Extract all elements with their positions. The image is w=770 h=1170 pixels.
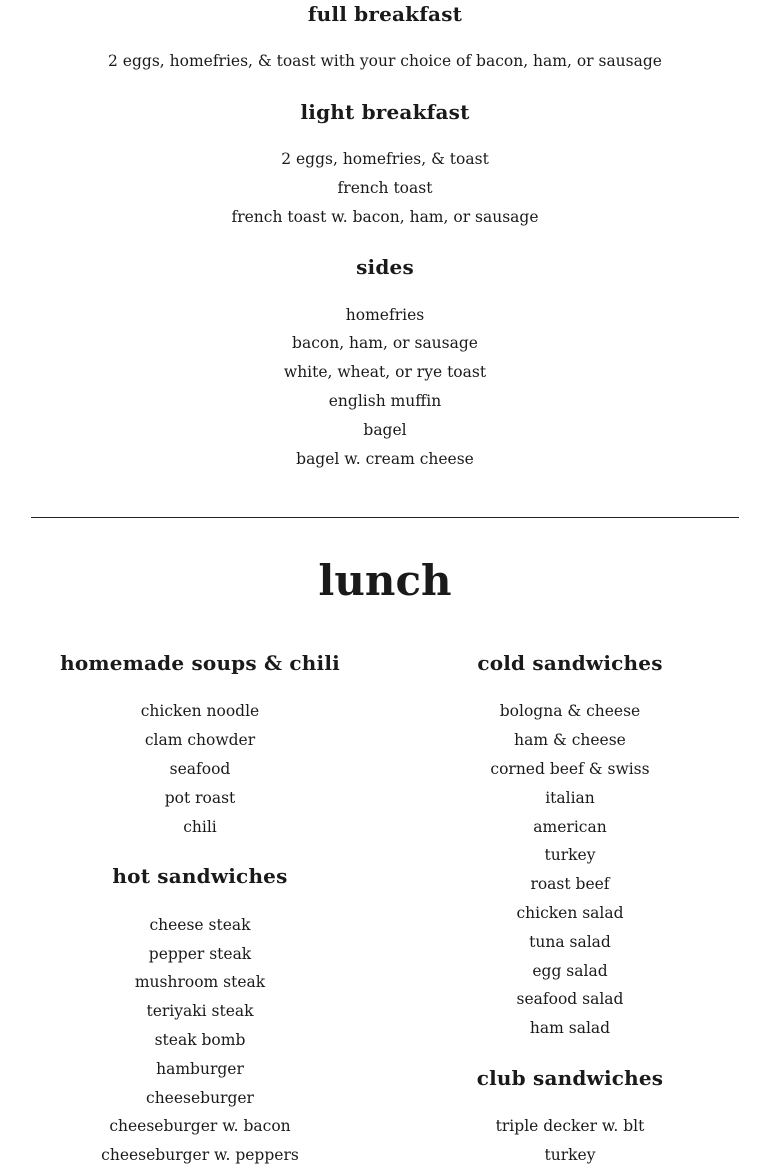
hot-sandwiches-item: cheese steak [149,916,251,934]
light-breakfast-item: french toast [337,179,433,197]
light-breakfast-heading: light breakfast [300,100,470,124]
hot-sandwiches-item: cheeseburger w. peppers [101,1146,299,1164]
soups-item: pot roast [164,789,236,807]
club-sandwiches-heading: club sandwiches [476,1066,664,1090]
sides-heading: sides [356,255,414,279]
hot-sandwiches-item: pepper steak [148,945,252,963]
hot-sandwiches-item: mushroom steak [134,973,266,991]
light-breakfast-item: french toast w. bacon, ham, or sausage [231,208,539,226]
sides-item: bacon, ham, or sausage [292,334,478,352]
full-breakfast-description: 2 eggs, homefries, & toast with your choice of bacon, ham, or sausage [108,52,662,70]
cold-sandwiches-item: ham & cheese [514,731,626,749]
hot-sandwiches-item: cheeseburger w. bacon [109,1117,291,1135]
lunch-heading: lunch [318,556,452,605]
club-sandwiches-item: turkey [544,1146,596,1164]
soups-item: seafood [169,760,231,778]
cold-sandwiches-item: italian [545,789,595,807]
hot-sandwiches-item: cheeseburger [146,1089,254,1107]
hot-sandwiches-item: teriyaki steak [146,1002,254,1020]
cold-sandwiches-item: ham salad [529,1019,611,1037]
cold-sandwiches-item: seafood salad [516,990,624,1008]
cold-sandwiches-item: american [533,818,607,836]
cold-sandwiches-item: corned beef & swiss [490,760,650,778]
lunch-right-column [420,0,720,1170]
soups-item: chili [183,818,217,836]
cold-sandwiches-item: turkey [544,846,596,864]
cold-sandwiches-item: bologna & cheese [499,702,641,720]
cold-sandwiches-item: roast beef [530,875,610,893]
sides-item: white, wheat, or rye toast [283,363,487,381]
cold-sandwiches-heading: cold sandwiches [477,651,663,675]
hot-sandwiches-item: hamburger [156,1060,244,1078]
cold-sandwiches-item: tuna salad [529,933,611,951]
cold-sandwiches-item: egg salad [532,962,608,980]
soups-item: chicken noodle [140,702,260,720]
club-sandwiches-item: triple decker w. blt [495,1117,645,1135]
sides-item: bagel w. cream cheese [296,450,474,468]
hot-sandwiches-heading: hot sandwiches [112,864,288,888]
hot-sandwiches-item: steak bomb [154,1031,246,1049]
sides-item: english muffin [328,392,442,410]
full-breakfast-heading: full breakfast [307,2,463,26]
cold-sandwiches-item: chicken salad [516,904,624,922]
lunch-left-column [50,0,350,1170]
light-breakfast-item: 2 eggs, homefries, & toast [281,150,489,168]
sides-item: bagel [363,421,407,439]
sides-item: homefries [345,306,425,324]
soups-heading: homemade soups & chili [60,651,340,675]
soups-item: clam chowder [144,731,256,749]
